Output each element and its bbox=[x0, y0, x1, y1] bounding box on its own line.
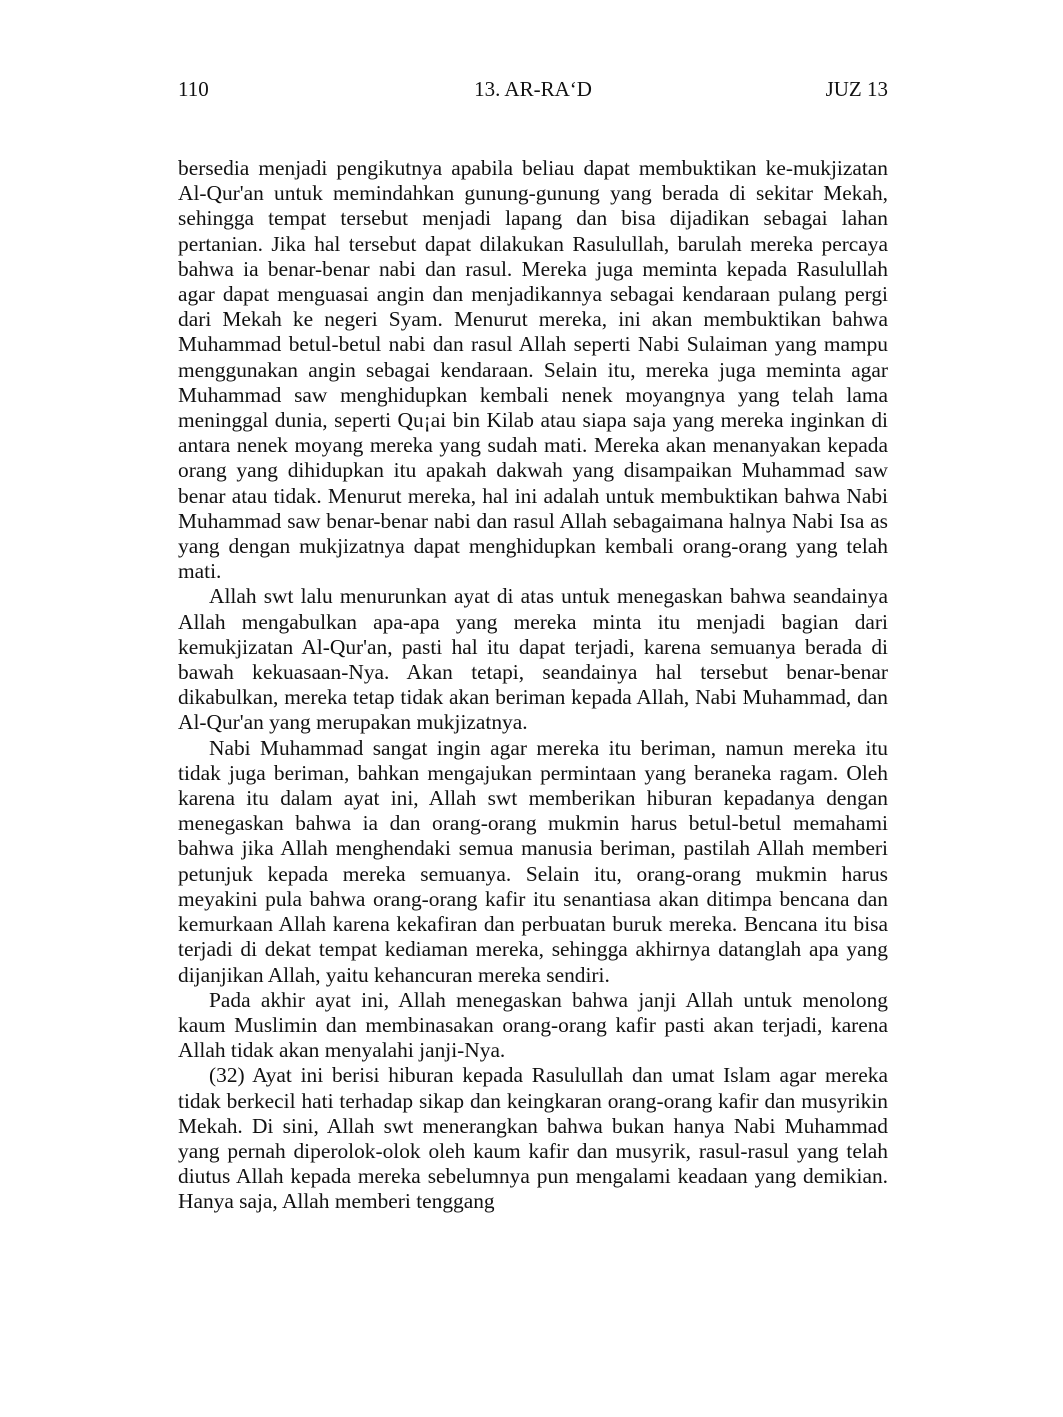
paragraph: Nabi Muhammad sangat ingin agar mereka itu beriman, namun mereka itu tidak juga beriman, bahkan mengajukan permintaan yang beraneka ragam. Oleh karena itu dalam ayat ini, Allah swt memberikan hiburan kepadanya dengan menegaskan bahwa ia dan orang-orang mukmin harus betul-betul memahami bahwa jika Allah menghendaki semua manusia beriman, pastilah Allah memberi petunjuk kepada mereka semuanya. Selain itu, orang-orang mukmin harus meyakini pula bahwa orang-orang kafir itu senantiasa akan ditimpa bencana dan kemurkaan Allah karena kekafiran dan perbuatan buruk mereka. Bencana itu bisa terjadi di dekat tempat kediaman mereka, sehingga akhirnya datanglah apa yang dijanjikan Allah, yaitu kehancuran mereka sendiri. bbox=[178, 735, 888, 987]
paragraph-verse-32: (32) Ayat ini berisi hiburan kepada Rasulullah dan umat Islam agar mereka tidak berkecil hati terhadap sikap dan keingkaran orang-orang kafir dan musyrikin Mekah. Di sini, Allah swt menerangkan bahwa bukan hanya Nabi Muhammad yang pernah diperolok-olok oleh kaum kafir dan musyrik, rasul-rasul yang telah diutus Allah kepada mereka sebelumnya pun mengalami keadaan yang demikian. Hanya saja, Allah memberi tenggang bbox=[178, 1063, 888, 1214]
juz-label: JUZ 13 bbox=[825, 77, 888, 101]
page-body bbox=[178, 156, 888, 1215]
paragraph: Pada akhir ayat ini, Allah menegaskan bahwa janji Allah untuk menolong kaum Muslimin dan membinasakan orang-orang kafir pasti akan terjadi, karena Allah tidak akan menyalahi janji-Nya. bbox=[178, 987, 888, 1063]
page-number: 110 bbox=[178, 77, 209, 101]
paragraph-continuation: bersedia menjadi pengikutnya apabila beliau dapat membuktikan ke-mukjizatan Al-Qur'an untuk memindahkan gunung-gunung yang berada di sekitar Mekah, sehingga tempat tersebut menjadi lapang dan bisa dijadikan sebagai lahan pertanian. Jika hal tersebut dapat dilakukan Rasulullah, barulah mereka percaya bahwa ia benar-benar nabi dan rasul. Mereka juga meminta kepada Rasulullah agar dapat menguasai angin dan menjadikannya sebagai kendaraan pulang pergi dari Mekah ke negeri Syam. Menurut mereka, ini akan membuktikan bahwa Muhammad betul-betul nabi dan rasul Allah seperti Nabi Sulaiman yang mampu menggunakan angin sebagai kendaraan. Selain itu, mereka juga meminta agar Muhammad saw menghidupkan kembali nenek moyangnya yang telah lama meninggal dunia, seperti Qu¡ai bin Kilab atau siapa saja yang mereka inginkan di antara nenek moyang mereka yang sudah mati. Mereka akan menanyakan kepada orang yang dihidupkan itu apakah dakwah yang disampaikan Muhammad saw benar atau tidak. Menurut mereka, hal ini adalah untuk membuktikan bahwa Nabi Muhammad saw benar-benar nabi dan rasul Allah sebagaimana halnya Nabi Isa as yang dengan mukjizatnya dapat menghidupkan kembali orang-orang yang telah mati. bbox=[178, 156, 888, 584]
running-header bbox=[178, 74, 888, 104]
paragraph: Allah swt lalu menurunkan ayat di atas untuk menegaskan bahwa seandainya Allah mengabulkan apa-apa yang mereka minta itu menjadi bagian dari kemukjizatan Al-Qur'an, pasti hal itu dapat terjadi, karena semuanya berada di bawah kekuasaan-Nya. Akan tetapi, seandainya hal tersebut benar-benar dikabulkan, mereka tetap tidak akan beriman kepada Allah, Nabi Muhammad, dan Al-Qur'an yang merupakan mukjizatnya. bbox=[178, 584, 888, 735]
chapter-title: 13. AR-RA‘D bbox=[474, 77, 592, 101]
